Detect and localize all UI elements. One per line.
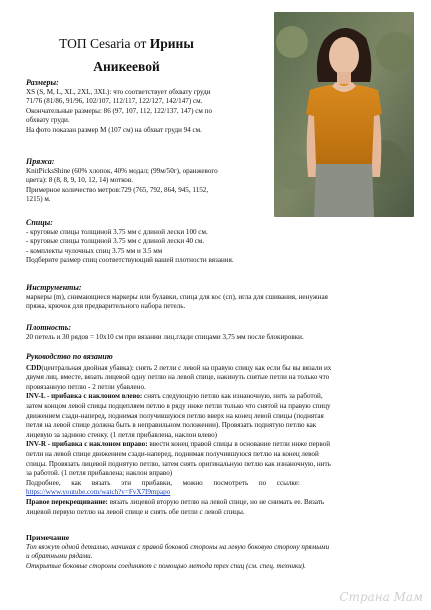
sizes-line: На фото показан размер M (107 см) на обхват груди 94 см. [26, 125, 202, 134]
needles-line: Подберите размер спиц соответствующий вашей плотности вязания. [26, 256, 234, 265]
invl-label: INV-L - прибавка с наклоном влево: [26, 392, 143, 401]
cdd-line: провязанную петлю - 2 петли убавлено. [26, 382, 146, 391]
invl-line: движением сзади-наперед, поднимая получившуюся петлю вверх на конец левой спицы (поднятая [26, 411, 324, 420]
yarn-line: цвета): 8 (8, 8, 9, 10, 12, 14) мотков. [26, 176, 133, 185]
note-line: Открытые боковые стороны соединяют с помощью метода трех спиц (см. спец. техники). [26, 561, 306, 570]
yarn-line: Примерное количество метров:729 (765, 792, 864, 945, 1152, [26, 185, 209, 194]
sizes-line: 71/76 (81/86, 91/96, 102/107, 112/117, 122/127, 142/147) см. [26, 97, 203, 106]
model-photo [274, 12, 414, 217]
invr-label: INV-R - прибавка с наклоном вправо: [26, 440, 148, 449]
cdd-label: CDD [26, 363, 42, 372]
note-heading: Примечание [26, 533, 70, 542]
sizes-heading: Размеры: [26, 78, 59, 87]
video-link[interactable]: https://www.youtube.com/watch?v=FvX7I9mpapo [26, 488, 171, 497]
invl-line: лицевую за заднюю стенку. (1 петля прибавлена, наклон влево) [26, 430, 218, 439]
needles-line: - круговые спицы толщиной 3.75 мм с длиной лески 100 см. [26, 227, 208, 236]
needles-section [26, 218, 406, 266]
invl-line: затем концом левой спицы подцепляем петлю в ряду ниже петли только что снятой на правую спицу [26, 401, 331, 410]
needles-line: - комплекты чулочных спиц 3.75 мм и 3.5 мм [26, 246, 163, 255]
invr-line: петли на левой спице движением сзади-наперед, поднимая получившуюся петлю на конец левой [26, 449, 319, 458]
tools-section [26, 283, 411, 312]
invl-line: петля на левой спице должна быть в неправильном положении). Провязать поднятую петлю как [26, 421, 317, 430]
cdd-line: двумя лиц. вместе, вязать лицевой одну петлю на левой спице, накинуть снятые петли на только что [26, 373, 330, 382]
author-first-name: Ирины [149, 36, 194, 51]
note-section [26, 533, 408, 571]
title-line-1: ТОП Cesaria от Ирины [59, 36, 194, 51]
cross-label: Правое перекрещивание: [26, 497, 108, 506]
tools-line: пряжа, крючок для предварительного набора петель. [26, 302, 186, 311]
sizes-section [26, 78, 286, 136]
needles-heading: Спицы: [26, 218, 53, 227]
invl-line: INV-L - прибавка с наклоном влево: снять следующую петлю как изнаночную, нить за работой, [26, 392, 323, 401]
sizes-line: обхвату груди. [26, 116, 70, 125]
guide-heading: Руководство по вязанию [26, 352, 113, 361]
yarn-line: KnitPicksShine (60% хлопок, 40% модал; (99м/50г), оранжевого [26, 166, 218, 175]
invr-line: за работой. (1 петля прибавлена; наклон вправо) [26, 469, 173, 478]
author-last-name: Аникеевой [93, 59, 160, 74]
cross-line: Правое перекрещивание: вязать лицевой вторую петлю на левой спице, но не снимать ее. Вязать [26, 497, 325, 506]
cdd-line: CDD(центральная двойная убавка): снять 2 петли с левой на правую спицу как если бы вы вязали их [26, 363, 332, 372]
needles-line: - круговые спицы толщиной 3.75 мм с длиной лески 40 см. [26, 237, 205, 246]
guide-section [26, 352, 408, 517]
sizes-line: XS (S, M, L, XL, 2XL, 3XL): что соответствует обхвату груди [26, 87, 211, 96]
density-section [26, 323, 411, 342]
sizes-line: Окончательные размеры: 86 (97, 107, 112, 122/137, 147) см по [26, 106, 212, 115]
yarn-line: 1215) м. [26, 195, 51, 204]
note-line: Топ вяжут одной деталью, начиная с правой боковой стороны на левую боковую сторону прямыми [26, 542, 330, 551]
density-line: 20 петель и 30 рядов = 10x10 см при вязании лиц.глади спицами 3,75 мм после блокировки. [26, 332, 304, 341]
invr-line: INV-R - прибавка с наклоном вправо: ввести конец правой спицы в основание петли ниже первой [26, 440, 331, 449]
video-intro: Подробнее, как вязать эти прибавки, можно посмотреть по ссылке: [26, 478, 300, 487]
page-title [34, 32, 219, 78]
yarn-heading: Пряжа: [26, 157, 55, 166]
note-line: и обратными рядами. [26, 552, 93, 561]
density-heading: Плотность: [26, 323, 72, 332]
yarn-section [26, 157, 286, 205]
cross-line: лицевой первую петлю на левой спице и снять обе петли с левой спицы. [26, 507, 245, 516]
tools-heading: Инструменты: [26, 283, 82, 292]
watermark-logo: Страна Мам [339, 590, 423, 604]
invr-line: спицы. Провязать лицевой поднятую петлю, затем снять оригинальную петлю как изнаночную, нить [26, 459, 331, 468]
tools-line: маркеры (m), снимающиеся маркеры или булавки, спица для кос (сп), игла для сшивания, ненужная [26, 292, 328, 301]
title-line-2 [34, 55, 219, 78]
